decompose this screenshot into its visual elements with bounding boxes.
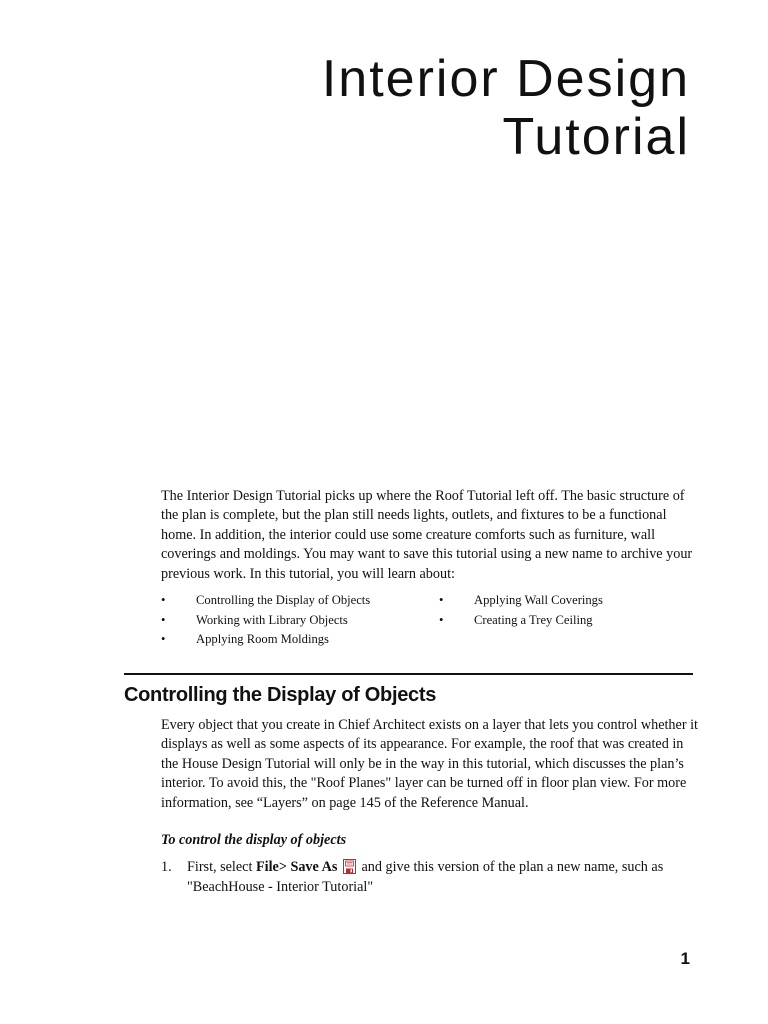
section-divider: [124, 673, 693, 675]
procedure-title: To control the display of objects: [161, 832, 347, 848]
step-text-post: and give this version of the plan a new name, such as "BeachHouse - Interior Tutorial": [187, 859, 664, 895]
list-item: [161, 591, 370, 611]
section-heading: Controlling the Display of Objects: [124, 684, 437, 706]
list-item: [439, 591, 603, 611]
list-item-text: Applying Room Moldings: [196, 632, 329, 646]
step-number: 1.: [161, 859, 172, 875]
chapter-title-line-2: Tutorial: [502, 108, 690, 166]
list-item-text: Controlling the Display of Objects: [196, 593, 371, 607]
list-item: [439, 611, 603, 631]
chapter-title-line-1: Interior Design: [321, 50, 690, 108]
list-item-text: Applying Wall Coverings: [474, 593, 603, 607]
bullet-marker: •: [439, 612, 444, 627]
bullet-marker: •: [439, 593, 444, 607]
intro-paragraph: The Interior Design Tutorial picks up where the Roof Tutorial left off. The basic structure of the plan is complete, but the plan still needs lights, outlets, and fixtures to be a functional home. In addition, the interior could use some creature comforts such as furniture, wall coverings and moldings. You may want to save this tutorial using a new name to archive your previous work. In this tutorial, you will learn about:: [161, 488, 693, 582]
section-paragraph: Every object that you create in Chief Architect exists on a layer that lets you control whether it displays as well as some aspects of its appearance. For example, the roof that was created in the House Design Tutorial will only be in the way in this tutorial, which discusses the plan’s interior. To avoid this, the "Roof Planes" layer can be turned off in floor plan view. For more information, see “Layers” on page 145 of the Reference Manual.: [161, 717, 698, 811]
list-item-text: Working with Library Objects: [196, 612, 348, 627]
bullet-marker: •: [161, 593, 166, 607]
list-item: [161, 630, 370, 650]
topics-list-left-column: [161, 591, 370, 650]
save-as-icon: [343, 859, 356, 874]
chapter-title: [322, 50, 690, 166]
list-item: [161, 611, 370, 631]
page-number: 1: [680, 949, 690, 968]
bullet-marker: •: [161, 612, 166, 627]
step-text-pre: First, select: [187, 859, 256, 875]
list-item-text: Creating a Trey Ceiling: [474, 612, 593, 627]
bullet-marker: •: [161, 632, 166, 646]
topics-list-right-column: [439, 591, 603, 630]
step-text: [187, 857, 701, 897]
step-command: File> Save As: [255, 859, 338, 875]
step-item: [161, 857, 701, 897]
